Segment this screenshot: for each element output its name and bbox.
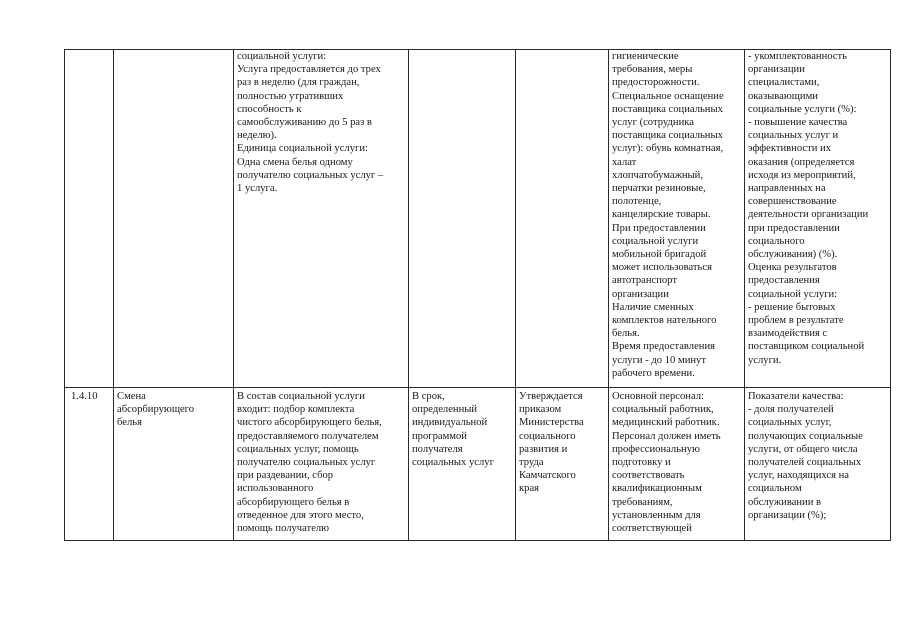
text-line: направленных на <box>748 183 826 195</box>
text-line: Наличие сменных <box>612 301 694 313</box>
text-line: исходя из мероприятий, <box>748 169 856 181</box>
text-line: - укомплектованность <box>748 51 847 62</box>
conditions-cell <box>609 388 745 541</box>
text-line: поставщика социальных <box>612 103 723 115</box>
text-line: Камчатского <box>519 470 576 482</box>
text-line: получающих социальные <box>748 430 863 442</box>
text-line: предоставляемого получателем <box>237 430 379 442</box>
conditions-cell <box>609 50 745 388</box>
text-line: гигиенические <box>612 51 679 62</box>
text-line: В состав социальной услуги <box>237 391 365 402</box>
quality-indicators-cell <box>745 50 891 388</box>
text-line: канцелярские товары. <box>612 209 711 221</box>
text-line: полотенце, <box>612 196 662 208</box>
text-line: поставщиком социальной <box>748 341 865 353</box>
services-table <box>64 49 891 541</box>
text-line: - решение бытовых <box>748 301 836 313</box>
text-line: при раздевании, сбор <box>237 470 334 482</box>
text-line: медицинский работник. <box>612 417 720 429</box>
text-line: профессиональную <box>612 443 700 455</box>
text-line: получателя <box>412 443 463 455</box>
text-line: социального <box>748 235 805 247</box>
text-line: подготовку и <box>612 457 671 469</box>
text-line: использованного <box>237 483 314 495</box>
text-line: Специальное оснащение <box>612 90 724 102</box>
text-line: белья. <box>612 328 640 340</box>
text-line: приказом <box>519 404 562 416</box>
text-line: может использоваться <box>612 262 712 274</box>
text-line: Персонал должен иметь <box>612 430 721 442</box>
text-line: оказания (определяется <box>748 156 855 168</box>
text-line: обслуживании в <box>748 496 822 508</box>
text-line: взаимодействия с <box>748 328 828 340</box>
text-line: социальный работник, <box>612 404 714 416</box>
text-line: социальном <box>748 483 802 495</box>
text-line: социального <box>519 430 576 442</box>
text-line: края <box>519 483 540 495</box>
number-cell <box>65 50 114 388</box>
text-line: социальных услуг и <box>748 130 839 142</box>
text-line: услуги - до 10 минут <box>612 354 706 366</box>
text-line: деятельности организации <box>748 209 869 221</box>
text-line: социальные услуги (%): <box>748 103 857 115</box>
text-line: - повышение качества <box>748 117 848 129</box>
text-line: абсорбирующего <box>117 404 195 416</box>
text-line: организации <box>748 64 805 76</box>
text-line: неделю). <box>237 130 277 142</box>
text-line: Основной персонал: <box>612 391 704 402</box>
text-line: - доля получателей <box>748 404 834 416</box>
service-name-cell <box>114 50 234 388</box>
text-line: социальной услуги: <box>237 51 327 62</box>
table-row <box>65 388 891 541</box>
standard-cell <box>516 50 609 388</box>
text-line: социальных услуг, помощь <box>237 443 359 455</box>
text-line: мобильной бригадой <box>612 249 707 261</box>
term-cell <box>409 388 516 541</box>
text-line: комплектов нательного <box>612 315 717 327</box>
term-cell <box>409 50 516 388</box>
text-line: труда <box>519 457 544 469</box>
text-line: рабочего времени. <box>612 367 695 379</box>
text-line: установленным для <box>612 509 701 521</box>
text-line: специалистами, <box>748 77 820 89</box>
text-line: белья <box>117 417 142 429</box>
text-line: получателей социальных <box>748 457 862 469</box>
text-line: соответствующей <box>612 523 692 535</box>
text-line: при предоставлении <box>748 222 840 234</box>
text-line: проблем в результате <box>748 315 844 327</box>
text-line: требования, меры <box>612 64 693 76</box>
text-line: полностью утративших <box>237 90 344 102</box>
text-line: предосторожности. <box>612 77 700 89</box>
text-line: оказывающими <box>748 90 818 102</box>
text-line: услуг (сотрудника <box>612 117 694 129</box>
text-line: Утверждается <box>519 391 583 402</box>
text-line: требованиям, <box>612 496 673 508</box>
text-line: чистого абсорбирующего белья, <box>237 417 382 429</box>
text-line: Министерства <box>519 417 584 429</box>
service-content-cell <box>234 388 409 541</box>
text-line: индивидуальной <box>412 417 488 429</box>
number-cell: 1.4.10 <box>65 388 114 541</box>
text-line: организации <box>612 288 669 300</box>
text-line: Одна смена белья одному <box>237 156 353 168</box>
text-line: При предоставлении <box>612 222 706 234</box>
text-line: способность к <box>237 103 302 115</box>
text-line: раз в неделю (для граждан, <box>237 77 360 89</box>
text-line: соответствовать <box>612 470 685 482</box>
text-line: программой <box>412 430 467 442</box>
text-line: поставщика социальных <box>612 130 723 142</box>
text-line: 1 услуга. <box>237 183 278 195</box>
service-name-cell <box>114 388 234 541</box>
text-line: В срок, <box>412 391 445 402</box>
text-line: перчатки резиновые, <box>612 183 706 195</box>
text-line: Смена <box>117 391 146 402</box>
quality-indicators-cell <box>745 388 891 541</box>
text-line: социальной услуги: <box>748 288 838 300</box>
text-line: абсорбирующего белья в <box>237 496 350 508</box>
table-row <box>65 50 891 388</box>
text-line: самообслуживанию до 5 раз в <box>237 117 372 129</box>
text-line: Единица социальной услуги: <box>237 143 368 155</box>
text-line: халат <box>612 156 637 168</box>
text-line: Показатели качества: <box>748 391 844 402</box>
text-line: услуг, находящихся на <box>748 470 849 482</box>
text-line: эффективности их <box>748 143 832 155</box>
text-line: получателю социальных услуг <box>237 457 376 469</box>
text-line: Время предоставления <box>612 341 715 353</box>
text-line: определенный <box>412 404 478 416</box>
text-line: Услуга предоставляется до трех <box>237 64 381 76</box>
text-line: социальной услуги <box>612 235 699 247</box>
text-line: социальных услуг <box>412 457 494 469</box>
text-line: услуги. <box>748 354 782 366</box>
text-line: развития и <box>519 443 568 455</box>
text-line: услуги, от общего числа <box>748 443 858 455</box>
text-line: хлопчатобумажный, <box>612 169 703 181</box>
standard-cell <box>516 388 609 541</box>
text-line: совершенствование <box>748 196 837 208</box>
service-content-cell <box>234 50 409 388</box>
text-line: получателю социальных услуг – <box>237 169 384 181</box>
text-line: обслуживания) (%). <box>748 249 838 261</box>
text-line: автотранспорт <box>612 275 677 287</box>
text-line: квалификационным <box>612 483 702 495</box>
text-line: Оценка результатов <box>748 262 837 274</box>
text-line: услуг): обувь комнатная, <box>612 143 724 155</box>
text-line: организации (%); <box>748 509 827 521</box>
text-line: социальных услуг, <box>748 417 832 429</box>
text-line: предоставления <box>748 275 820 287</box>
text-line: отведенное для этого место, <box>237 509 364 521</box>
text-line: помощь получателю <box>237 523 330 535</box>
text-line: входит: подбор комплекта <box>237 404 355 416</box>
